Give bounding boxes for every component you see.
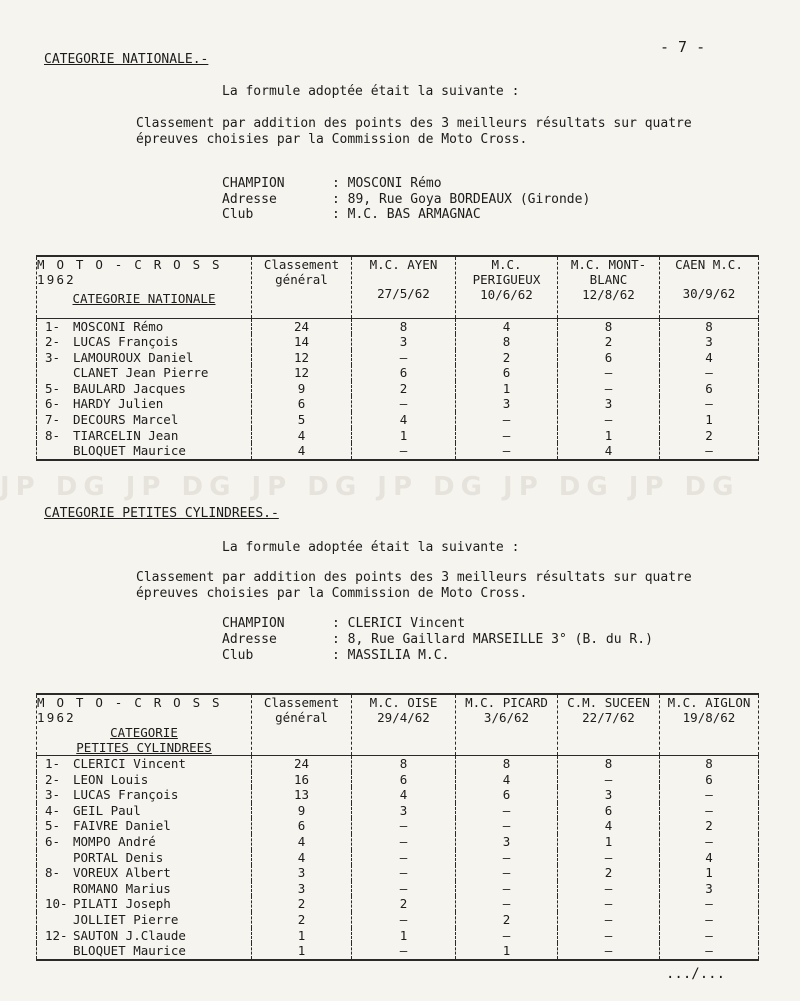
rider-name: VOREUX Albert [73, 865, 171, 881]
table-row [37, 865, 759, 881]
race-points-cell: – [456, 896, 558, 912]
rider-cell [37, 756, 252, 772]
address-label: Adresse [222, 192, 277, 207]
table-row [37, 443, 759, 460]
rider-name: BAULARD Jacques [73, 380, 186, 396]
race-points-cell: 2 [352, 381, 456, 397]
rider-cell [37, 943, 252, 960]
race-points-cell: – [558, 928, 660, 944]
race-points-cell: 4 [352, 412, 456, 428]
table-row [37, 334, 759, 350]
small-formula-line2: épreuves choisies par la Commission de Moto Cross. [136, 586, 528, 601]
race-points-cell: 6 [660, 772, 759, 788]
rider-cell [37, 334, 252, 350]
rider-name: HARDY Julien [73, 396, 164, 412]
rider-name: PORTAL Denis [73, 849, 164, 865]
race-points-cell: 1 [352, 428, 456, 444]
race-points-cell: 2 [352, 896, 456, 912]
race-points-cell: 3 [456, 396, 558, 412]
total-points-cell: 12 [252, 350, 352, 366]
rank-label: 2- [45, 771, 61, 787]
race-points-cell: 1 [456, 381, 558, 397]
rider-cell [37, 787, 252, 803]
total-points-cell: 2 [252, 912, 352, 928]
race-points-cell: 3 [558, 396, 660, 412]
rank-label: 4- [45, 802, 61, 818]
race-points-cell: 6 [456, 787, 558, 803]
total-points-cell: 9 [252, 381, 352, 397]
race-points-cell: 2 [558, 334, 660, 350]
total-points-cell: 13 [252, 787, 352, 803]
rider-name: CLANET Jean Pierre [73, 365, 209, 381]
race-points-cell: – [456, 412, 558, 428]
rank-label: 7- [45, 412, 61, 428]
race-points-cell: 3 [558, 787, 660, 803]
race-points-cell: 3 [456, 834, 558, 850]
column-header-race-3: C.M. SUCEEN 22/7/62 [558, 694, 660, 756]
column-header-general: Classement général [252, 694, 352, 756]
rank-label: 3- [45, 349, 61, 365]
race-points-cell: 4 [456, 772, 558, 788]
race-points-cell: – [352, 881, 456, 897]
national-champion-row [222, 176, 442, 191]
race-points-cell: – [558, 912, 660, 928]
table-title: M O T O - C R O S S 1962 [37, 695, 222, 725]
watermark-text: JP DG JP DG JP DG JP DG JP DG JP DG [0, 472, 740, 502]
total-points-cell: 1 [252, 943, 352, 960]
champion-value: : MOSCONI Rémo [332, 176, 442, 191]
rank-label: 6- [45, 833, 61, 849]
club-value: : M.C. BAS ARMAGNAC [332, 207, 481, 222]
rank-label: 8- [45, 865, 61, 881]
race-points-cell: – [660, 396, 759, 412]
race-points-cell: – [660, 912, 759, 928]
rider-cell [37, 318, 252, 334]
race-points-cell: – [456, 443, 558, 460]
rider-cell [37, 881, 252, 897]
national-formula-intro: La formule adoptée était la suivante : [222, 84, 520, 99]
champion-value: : CLERICI Vincent [332, 616, 466, 631]
race-points-cell: – [558, 881, 660, 897]
total-points-cell: 4 [252, 850, 352, 866]
race-points-cell: – [352, 865, 456, 881]
club-label: Club [222, 648, 254, 663]
race-points-cell: 1 [660, 865, 759, 881]
race-points-cell: – [558, 943, 660, 960]
race-points-cell: 8 [352, 318, 456, 334]
small-formula-line1: Classement par addition des points des 3 meilleurs résultats sur quatre [136, 570, 692, 585]
race-points-cell: 4 [660, 850, 759, 866]
rider-name: JOLLIET Pierre [73, 911, 179, 927]
race-points-cell: 4 [352, 787, 456, 803]
table-row [37, 912, 759, 928]
race-points-cell: – [352, 396, 456, 412]
table-row [37, 896, 759, 912]
rider-name: BLOQUET Maurice [73, 943, 186, 959]
table-row [37, 381, 759, 397]
rank-label: 6- [45, 396, 61, 412]
race-points-cell: 1 [558, 834, 660, 850]
table-title-cell [37, 694, 252, 756]
race-points-cell: – [558, 896, 660, 912]
rider-cell [37, 850, 252, 866]
total-points-cell: 3 [252, 881, 352, 897]
total-points-cell: 6 [252, 818, 352, 834]
watermark [0, 462, 800, 532]
rider-cell [37, 365, 252, 381]
total-points-cell: 24 [252, 756, 352, 772]
race-points-cell: 6 [352, 365, 456, 381]
rider-cell [37, 928, 252, 944]
rider-cell [37, 396, 252, 412]
small-heading: CATEGORIE PETITES CYLINDREES.- [44, 506, 279, 521]
national-formula-line2: épreuves choisies par la Commission de Moto Cross. [136, 132, 528, 147]
total-points-cell: 2 [252, 896, 352, 912]
small-results-table [36, 693, 758, 961]
rider-cell [37, 443, 252, 460]
race-points-cell: – [456, 928, 558, 944]
total-points-cell: 4 [252, 428, 352, 444]
race-points-cell: 6 [558, 350, 660, 366]
address-value: : 89, Rue Goya BORDEAUX (Gironde) [332, 192, 591, 207]
race-points-cell: 6 [352, 772, 456, 788]
total-points-cell: 9 [252, 803, 352, 819]
small-table-body [37, 756, 759, 960]
column-header-race-4: CAEN M.C. 30/9/62 [660, 256, 759, 318]
race-points-cell: 1 [352, 928, 456, 944]
rider-name: LAMOUROUX Daniel [73, 349, 194, 365]
race-points-cell: 8 [660, 756, 759, 772]
address-label: Adresse [222, 632, 277, 647]
race-points-cell: 8 [558, 756, 660, 772]
rider-name: DECOURS Marcel [73, 412, 179, 428]
rank-label: 3- [45, 787, 61, 803]
rider-name: MOMPO André [73, 833, 156, 849]
race-points-cell: 6 [456, 365, 558, 381]
total-points-cell: 1 [252, 928, 352, 944]
rider-cell [37, 896, 252, 912]
table-category-line1: CATEGORIE [110, 725, 178, 740]
race-points-cell: – [660, 803, 759, 819]
table-row [37, 772, 759, 788]
rider-cell [37, 428, 252, 444]
champion-label: CHAMPION [222, 176, 285, 191]
race-points-cell: – [456, 881, 558, 897]
race-points-cell: – [352, 818, 456, 834]
race-points-cell: 8 [352, 756, 456, 772]
race-points-cell: 4 [558, 443, 660, 460]
rank-label: 2- [45, 334, 61, 350]
table-title: M O T O - C R O S S 1962 [37, 257, 222, 287]
column-header-race-3: M.C. MONT-BLANC 12/8/62 [558, 256, 660, 318]
race-points-cell: – [558, 365, 660, 381]
small-club-row [222, 648, 449, 663]
race-points-cell: 8 [558, 318, 660, 334]
race-points-cell: 4 [456, 318, 558, 334]
race-points-cell: – [558, 772, 660, 788]
race-points-cell: – [456, 865, 558, 881]
continuation-mark: .../... [666, 966, 726, 982]
race-points-cell: – [456, 803, 558, 819]
table-title-cell [37, 256, 252, 318]
race-points-cell: – [660, 834, 759, 850]
column-header-general: Classement général [252, 256, 352, 318]
rider-name: LEON Louis [73, 771, 149, 787]
race-points-cell: 6 [558, 803, 660, 819]
total-points-cell: 12 [252, 365, 352, 381]
rider-cell [37, 772, 252, 788]
table-row [37, 396, 759, 412]
rider-name: SAUTON J.Claude [73, 927, 186, 943]
rider-name: ROMANO Marius [73, 880, 171, 896]
race-points-cell: – [352, 943, 456, 960]
national-results-table [36, 255, 758, 461]
table-row [37, 318, 759, 334]
race-points-cell: – [456, 428, 558, 444]
race-points-cell: – [456, 850, 558, 866]
column-header-race-4: M.C. AIGLON 19/8/62 [660, 694, 759, 756]
national-club-row [222, 207, 481, 222]
club-value: : MASSILIA M.C. [332, 648, 450, 663]
race-points-cell: – [660, 365, 759, 381]
race-points-cell: – [660, 787, 759, 803]
rider-cell [37, 818, 252, 834]
rank-label: 1- [45, 318, 61, 334]
table-category-line2: PETITES CYLINDREES [76, 740, 212, 755]
column-header-race-1: M.C. OISE 29/4/62 [352, 694, 456, 756]
race-points-cell: – [660, 443, 759, 460]
race-points-cell: 3 [660, 334, 759, 350]
race-points-cell: – [352, 834, 456, 850]
rider-name: LUCAS François [73, 334, 179, 350]
rider-name: MOSCONI Rémo [73, 318, 164, 334]
race-points-cell: – [456, 818, 558, 834]
race-points-cell: 6 [660, 381, 759, 397]
race-points-cell: 8 [456, 334, 558, 350]
rank-label: 1- [45, 756, 61, 771]
total-points-cell: 14 [252, 334, 352, 350]
national-formula-line1: Classement par addition des points des 3 meilleurs résultats sur quatre [136, 116, 692, 131]
rider-name: PILATI Joseph [73, 896, 171, 912]
race-points-cell: 2 [558, 865, 660, 881]
race-points-cell: 3 [660, 881, 759, 897]
column-header-race-2: M.C. PICARD 3/6/62 [456, 694, 558, 756]
race-points-cell: 1 [660, 412, 759, 428]
table-row [37, 928, 759, 944]
rider-cell [37, 803, 252, 819]
rank-label: 5- [45, 818, 61, 834]
race-points-cell: – [558, 850, 660, 866]
table-row [37, 834, 759, 850]
race-points-cell: 1 [558, 428, 660, 444]
rider-name: FAIVRE Daniel [73, 818, 171, 834]
table-row [37, 787, 759, 803]
rank-label: 5- [45, 380, 61, 396]
club-label: Club [222, 207, 254, 222]
race-points-cell: – [660, 943, 759, 960]
table-row [37, 881, 759, 897]
champion-label: CHAMPION [222, 616, 285, 631]
national-table-body [37, 318, 759, 460]
table-row [37, 803, 759, 819]
rider-name: BLOQUET Maurice [73, 443, 186, 459]
race-points-cell: 3 [352, 334, 456, 350]
race-points-cell: 3 [352, 803, 456, 819]
rider-name: CLERICI Vincent [73, 756, 186, 771]
rider-cell [37, 834, 252, 850]
race-points-cell: – [352, 850, 456, 866]
total-points-cell: 5 [252, 412, 352, 428]
rank-label: 8- [45, 427, 61, 443]
race-points-cell: – [352, 443, 456, 460]
race-points-cell: 1 [456, 943, 558, 960]
race-points-cell: 2 [456, 350, 558, 366]
national-heading: CATEGORIE NATIONALE.- [44, 52, 209, 67]
table-row [37, 365, 759, 381]
race-points-cell: 2 [660, 428, 759, 444]
table-row [37, 943, 759, 960]
rider-name: TIARCELIN Jean [73, 427, 179, 443]
race-points-cell: – [660, 896, 759, 912]
total-points-cell: 16 [252, 772, 352, 788]
small-champion-row [222, 616, 465, 631]
total-points-cell: 4 [252, 834, 352, 850]
column-header-race-2: M.C. PERIGUEUX 10/6/62 [456, 256, 558, 318]
column-header-race-1: M.C. AYEN 27/5/62 [352, 256, 456, 318]
race-points-cell: – [352, 350, 456, 366]
total-points-cell: 3 [252, 865, 352, 881]
race-points-cell: – [660, 928, 759, 944]
table-row [37, 428, 759, 444]
race-points-cell: 4 [660, 350, 759, 366]
national-address-row [222, 192, 590, 207]
race-points-cell: 4 [558, 818, 660, 834]
table-row [37, 412, 759, 428]
race-points-cell: 8 [456, 756, 558, 772]
rider-cell [37, 350, 252, 366]
total-points-cell: 6 [252, 396, 352, 412]
table-row [37, 350, 759, 366]
page-number: - 7 - [660, 38, 706, 56]
table-row [37, 850, 759, 866]
small-address-row [222, 632, 653, 647]
table-category: CATEGORIE NATIONALE [72, 291, 216, 306]
small-formula-intro: La formule adoptée était la suivante : [222, 540, 520, 555]
race-points-cell: 2 [456, 912, 558, 928]
address-value: : 8, Rue Gaillard MARSEILLE 3° (B. du R.) [332, 632, 653, 647]
rider-cell [37, 865, 252, 881]
rider-cell [37, 912, 252, 928]
rider-name: GEIL Paul [73, 802, 141, 818]
rider-cell [37, 381, 252, 397]
race-points-cell: – [352, 912, 456, 928]
rank-label: 12- [45, 927, 68, 943]
table-row [37, 818, 759, 834]
total-points-cell: 24 [252, 318, 352, 334]
total-points-cell: 4 [252, 443, 352, 460]
rider-name: LUCAS François [73, 787, 179, 803]
race-points-cell: – [558, 381, 660, 397]
race-points-cell: – [558, 412, 660, 428]
rider-cell [37, 412, 252, 428]
rank-label: 10- [45, 896, 68, 912]
race-points-cell: 2 [660, 818, 759, 834]
race-points-cell: 8 [660, 318, 759, 334]
table-row [37, 756, 759, 772]
